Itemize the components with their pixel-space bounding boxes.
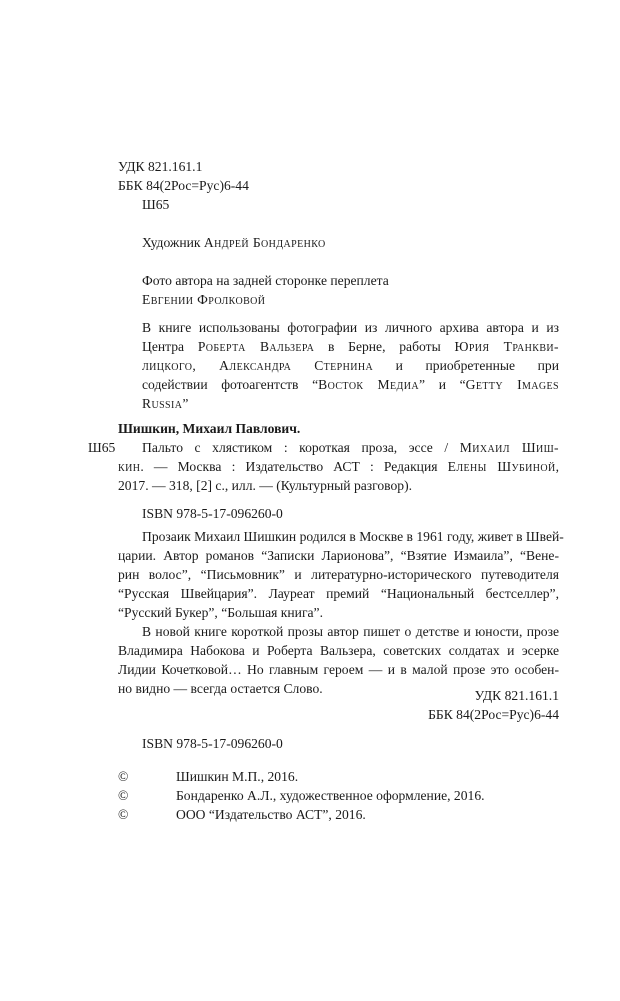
annotation-line: но видно — всегда остается Слово. bbox=[118, 681, 323, 696]
annotation-line: Владимира Набокова и Роберта Вальзера, советских солдатах и эсерке bbox=[118, 643, 559, 658]
catalog-line: 2017. — 318, [2] с., илл. — (Культурный разговор). bbox=[118, 478, 413, 493]
copyright-row bbox=[118, 805, 559, 824]
copyright-row bbox=[118, 786, 559, 805]
annotation-line: Прозаик Михаил Шишкин родился в Москве в 1961 году, живет в Швей- bbox=[142, 529, 564, 544]
artist-label: Художник bbox=[142, 235, 201, 250]
annotation bbox=[118, 527, 564, 698]
annotation-line: “Русская Швейцария”. Лауреат премий “Национальный бестселлер”, bbox=[118, 586, 559, 601]
isbn: ISBN 978-5-17-096260-0 bbox=[142, 736, 283, 751]
catalog-isbn: ISBN 978-5-17-096260-0 bbox=[142, 506, 283, 521]
udk-code: УДК 821.161.1 bbox=[118, 159, 203, 174]
catalog-record bbox=[118, 419, 559, 523]
artist-name: Андрей Бондаренко bbox=[203, 235, 326, 250]
annotation-line: В новой книге короткой прозы автор пишет о детстве и юности, прозе bbox=[142, 624, 559, 639]
bbk-code-repeat: ББК 84(2Рос=Рус)6-44 bbox=[428, 707, 559, 722]
bbk-code: ББК 84(2Рос=Рус)6-44 bbox=[118, 178, 249, 193]
photographer-name: Евгении Фролковой bbox=[142, 292, 266, 307]
copyright-icon: © bbox=[118, 788, 129, 803]
photo-credit-line: Фото автора на задней сторонке переплета bbox=[142, 273, 389, 288]
copyright-row bbox=[118, 767, 559, 786]
udk-code-repeat: УДК 821.161.1 bbox=[474, 688, 559, 703]
copyrights bbox=[118, 767, 559, 824]
copyright-text: Шишкин М.П., 2016. bbox=[176, 769, 299, 784]
classification-block bbox=[118, 157, 559, 214]
copyright-icon: © bbox=[118, 807, 129, 822]
author-code: Ш65 bbox=[142, 197, 170, 212]
photos-note-line: Центра Роберта Вальзера в Берне, работы Юрия Транкви- bbox=[142, 339, 559, 354]
copyright-text: ООО “Издательство АСТ”, 2016. bbox=[176, 807, 366, 822]
catalog-author: Шишкин, Михаил Павлович. bbox=[118, 421, 301, 436]
annotation-line: рин волос”, “Письмовник” и литературно-исторического путеводителя bbox=[118, 567, 559, 582]
copyright-text: Бондаренко А.Л., художественное оформление, 2016. bbox=[176, 788, 485, 803]
isbn-block bbox=[118, 734, 559, 753]
photos-note-line: содействии фотоагентств “Восток Медиа” и “Getty Images bbox=[142, 377, 559, 392]
annotation-line: царии. Автор романов “Записки Ларионова”, “Взятие Измаила”, “Вене- bbox=[118, 548, 559, 563]
photos-note-line: В книге использованы фотографии из личного архива автора и из bbox=[142, 320, 559, 335]
artist-credit bbox=[118, 233, 559, 252]
photos-note-line: Russia” bbox=[142, 396, 189, 411]
catalog-line: Пальто с хлястиком : короткая проза, эссе / Михаил Шиш- bbox=[142, 440, 559, 455]
annotation-line: Лидии Кочетковой… Но главным героем — и в малой прозе это особен- bbox=[118, 662, 559, 677]
classification-repeat bbox=[118, 686, 559, 724]
photos-note-line: лицкого, Александра Стернина и приобретенные при bbox=[142, 358, 559, 373]
catalog-author-code: Ш65 bbox=[88, 440, 116, 455]
annotation-line: “Русский Букер”, “Большая книга”. bbox=[118, 605, 323, 620]
photo-credit bbox=[118, 271, 559, 309]
photos-note bbox=[118, 318, 559, 413]
copyright-icon: © bbox=[118, 769, 129, 784]
catalog-line: кин. — Москва : Издательство АСТ : Редакция Елены Шубиной, bbox=[118, 459, 559, 474]
